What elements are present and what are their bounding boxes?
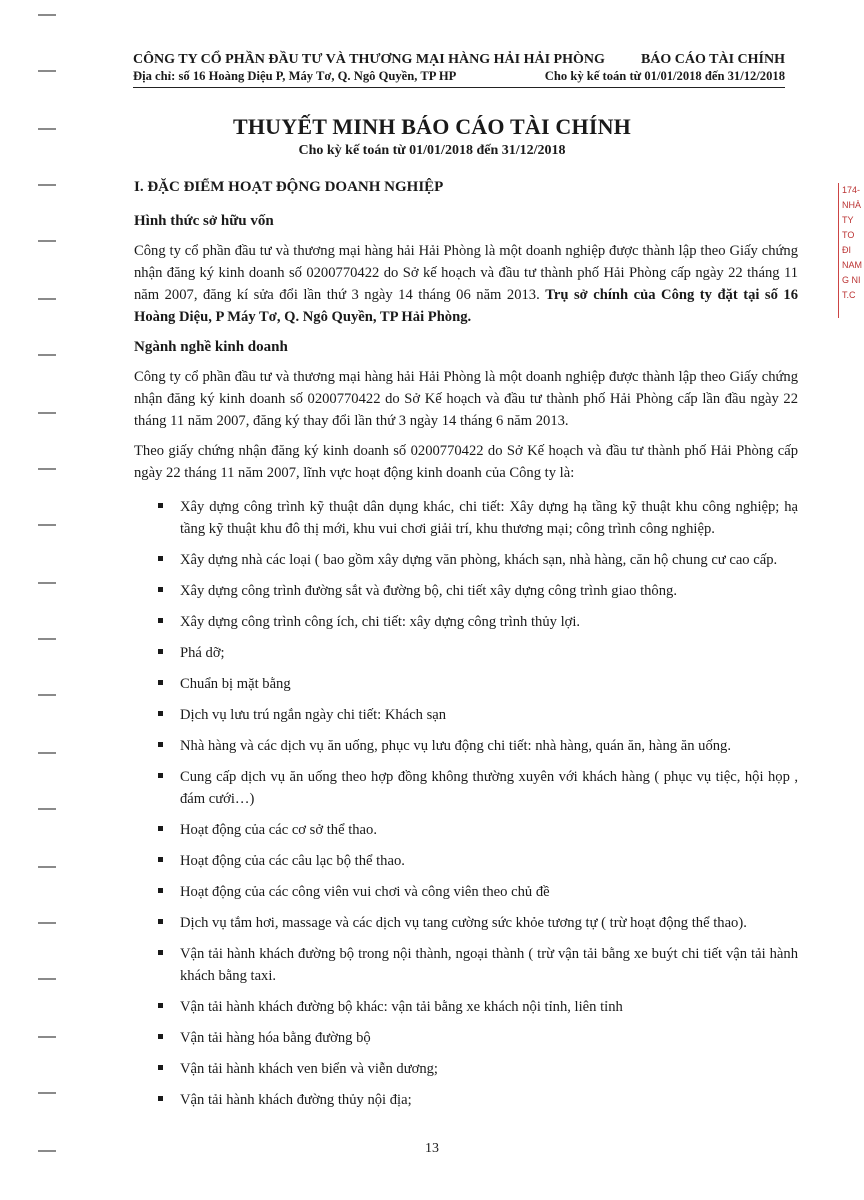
company-name: CÔNG TY CỔ PHẦN ĐẦU TƯ VÀ THƯƠNG MẠI HÀNG HẢI HẢI PHÒNG <box>133 52 605 67</box>
document-subtitle: Cho kỳ kế toán từ 01/01/2018 đến 31/12/2018 <box>298 143 566 158</box>
binder-mark <box>38 694 56 696</box>
binder-mark <box>38 1092 56 1094</box>
list-item: Hoạt động của các công viên vui chơi và công viên theo chủ đề <box>134 881 798 903</box>
list-item: Xây dựng công trình đường sắt và đường bộ, chi tiết xây dựng công trình giao thông. <box>134 580 798 602</box>
square-bullet-icon <box>158 649 163 654</box>
binder-mark <box>38 582 56 584</box>
business-paragraph: Công ty cổ phần đầu tư và thương mại hàng hải Hải Phòng là một doanh nghiệp được thành lập theo Giấy chứng nhận đăng ký kinh doanh số 0200770422 do Sở Kế hoạch và đầu tư thành phố Hải Phòng cấp lần đầu ngày 22 tháng 11 năm 2007, đăng ký thay đổi lần thứ 3 ngày 14 tháng 6 năm 2013. <box>134 369 798 429</box>
list-item: Vận tải hành khách đường bộ trong nội thành, ngoại thành ( trừ vận tải bằng xe buýt chi tiết vận tải hành khách bằng taxi. <box>134 943 798 987</box>
square-bullet-icon <box>158 857 163 862</box>
list-item: Vận tải hành khách ven biển và viễn dương; <box>134 1058 798 1080</box>
binder-mark <box>38 866 56 868</box>
report-period: Cho kỳ kế toán từ 01/01/2018 đến 31/12/2018 <box>544 69 785 83</box>
binder-mark <box>38 978 56 980</box>
list-item: Vận tải hành khách đường thủy nội địa; <box>134 1089 798 1111</box>
square-bullet-icon <box>158 919 163 924</box>
list-item: Dịch vụ tắm hơi, massage và các dịch vụ tang cường sức khỏe tương tự ( trừ hoạt động thể thao). <box>134 912 798 934</box>
square-bullet-icon <box>158 888 163 893</box>
list-item: Xây dựng nhà các loại ( bao gồm xây dựng văn phòng, khách sạn, nhà hàng, căn hộ chung cư cao cấp. <box>134 549 798 571</box>
square-bullet-icon <box>158 1034 163 1039</box>
subsection-heading-ownership: Hình thức sở hữu vốn <box>134 213 274 229</box>
company-address: Địa chỉ: số 16 Hoàng Diệu P, Máy Tơ, Q. Ngô Quyền, TP HP <box>133 69 457 83</box>
binder-mark <box>38 1036 56 1038</box>
ownership-paragraph: Công ty cổ phần đầu tư và thương mại hàng hải Hải Phòng là một doanh nghiệp được thành lập theo Giấy chứng nhận đăng ký kinh doanh số 0200770422 do Sở kế hoạch và đầu tư thành phố Hải Phòng cấp ngày 22 tháng 11 năm 2007, đăng kí sửa đổi lần thứ 3 ngày 14 tháng 06 năm 2013. Trụ sở chính của Công ty đặt tại số 16 Hoàng Diệu, P Máy Tơ, Q. Ngô Quyền, TP Hải Phòng. <box>134 243 798 325</box>
square-bullet-icon <box>158 1003 163 1008</box>
square-bullet-icon <box>158 1096 163 1101</box>
square-bullet-icon <box>158 950 163 955</box>
list-item: Nhà hàng và các dịch vụ ăn uống, phục vụ lưu động chi tiết: nhà hàng, quán ăn, hàng ăn uống. <box>134 735 798 757</box>
binder-mark <box>38 70 56 72</box>
page-header <box>133 52 785 88</box>
list-item: Vận tải hành khách đường bộ khác: vận tải bằng xe khách nội tỉnh, liên tỉnh <box>134 996 798 1018</box>
binder-mark <box>38 468 56 470</box>
square-bullet-icon <box>158 826 163 831</box>
square-bullet-icon <box>158 742 163 747</box>
square-bullet-icon <box>158 556 163 561</box>
binder-mark <box>38 298 56 300</box>
binder-mark <box>38 922 56 924</box>
list-item: Xây dựng công trình công ích, chi tiết: xây dựng công trình thủy lợi. <box>134 611 798 633</box>
binder-mark <box>38 354 56 356</box>
list-item: Phá dỡ; <box>134 642 798 664</box>
list-item: Cung cấp dịch vụ ăn uống theo hợp đồng không thường xuyên với khách hàng ( phục vụ tiệc, hội họp , đám cưới…) <box>134 766 798 810</box>
square-bullet-icon <box>158 680 163 685</box>
square-bullet-icon <box>158 503 163 508</box>
binder-mark <box>38 412 56 414</box>
report-type: BÁO CÁO TÀI CHÍNH <box>640 52 785 67</box>
list-item: Chuẩn bị mặt bằng <box>134 673 798 695</box>
binder-mark <box>38 240 56 242</box>
square-bullet-icon <box>158 773 163 778</box>
list-item: Hoạt động của các câu lạc bộ thể thao. <box>134 850 798 872</box>
binder-mark <box>38 14 56 16</box>
list-item: Vận tải hàng hóa bằng đường bộ <box>134 1027 798 1049</box>
business-paragraph: Theo giấy chứng nhận đăng ký kinh doanh số 0200770422 do Sở Kế hoạch và đầu tư thành phố Hải Phòng cấp ngày 22 tháng 11 năm 2007, lĩnh vực hoạt động kinh doanh của Công ty là: <box>134 443 798 481</box>
binder-mark <box>38 184 56 186</box>
section-heading: I. ĐẶC ĐIỂM HOẠT ĐỘNG DOANH NGHIỆP <box>134 179 444 195</box>
subsection-heading-business: Ngành nghề kinh doanh <box>134 339 288 355</box>
square-bullet-icon <box>158 1065 163 1070</box>
list-item: Dịch vụ lưu trú ngắn ngày chi tiết: Khách sạn <box>134 704 798 726</box>
binder-mark <box>38 638 56 640</box>
square-bullet-icon <box>158 711 163 716</box>
binder-mark <box>38 808 56 810</box>
list-item: Xây dựng công trình kỹ thuật dân dụng khác, chi tiết: Xây dựng hạ tầng kỹ thuật khu công nghiệp; hạ tầng kỹ thuật khu đô thị mới, khu vui chơi giải trí, khu thương mại; công trình công nghiệp. <box>134 496 798 540</box>
square-bullet-icon <box>158 618 163 623</box>
page-number: 13 <box>425 1141 439 1156</box>
binder-mark <box>38 524 56 526</box>
document-title: THUYẾT MINH BÁO CÁO TÀI CHÍNH <box>233 114 631 139</box>
activities-list <box>134 496 798 1111</box>
binder-mark <box>38 752 56 754</box>
square-bullet-icon <box>158 587 163 592</box>
seal-stamp-fragment: 174- NHÀ TY TO ĐI NAM G NI T.C <box>838 183 864 318</box>
document-body <box>134 176 798 1120</box>
list-item: Hoạt động của các cơ sở thể thao. <box>134 819 798 841</box>
